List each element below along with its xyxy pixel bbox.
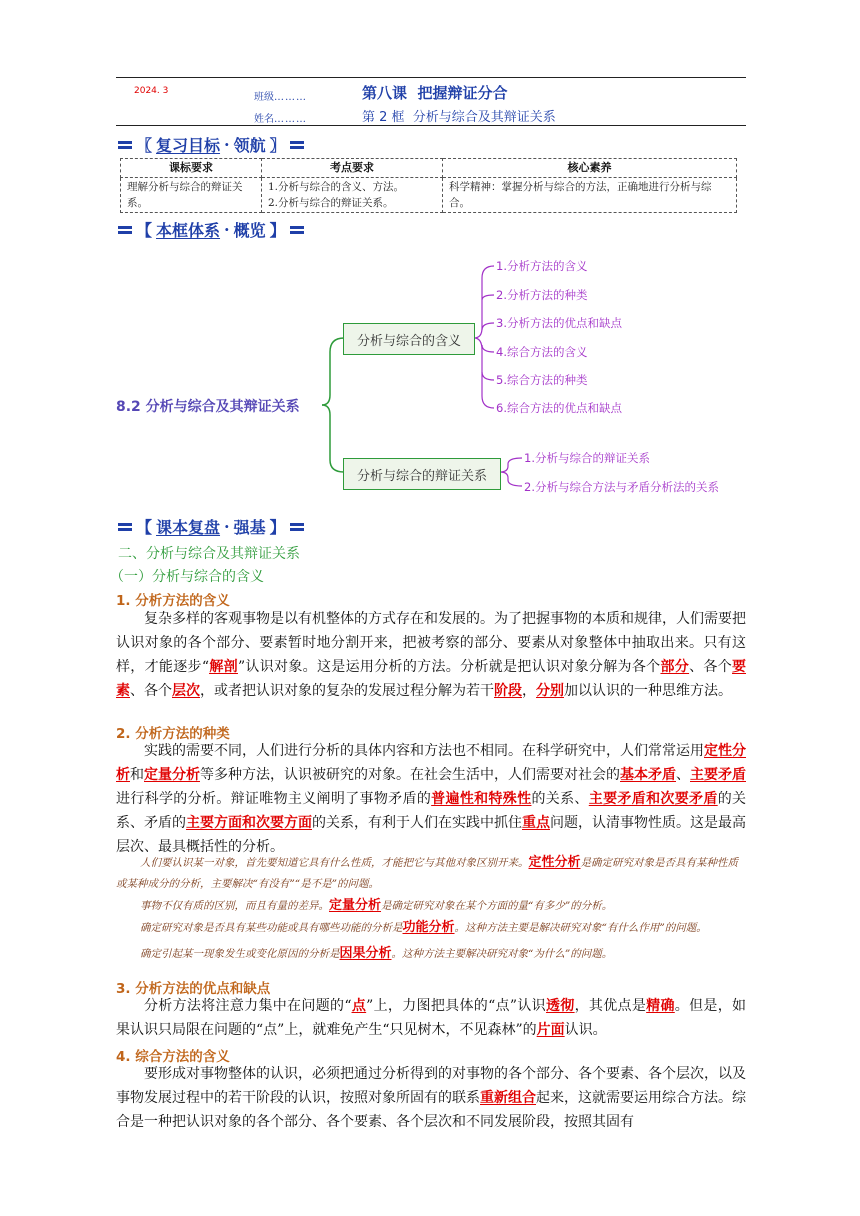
name-label: 姓名: [254, 114, 274, 125]
note-functional: 确定研究对象是否具有某些功能或具有哪些功能的分析是功能分析。这种方法主要是解决研究对象“有什么作用”的问题。: [140, 920, 707, 935]
mindmap-branch-meaning: 分析与综合的含义: [343, 323, 475, 355]
note-quantitative: 事物不仅有质的区别，而且有量的差异。定量分析是确定研究对象在某个方面的量“有多少”的分析。: [140, 898, 613, 913]
table-cell: 1.分析与综合的含义、方法。 2.分析与综合的辩证关系。: [262, 178, 443, 213]
paragraph-synthesis-meaning: 要形成对事物整体的认识，必须把通过分析得到的对事物的各个部分、各个要素、各个层次，以及事物发展过程中的若干阶段的认识，按照对象所固有的联系重新组合起来，这就需要运用综合方法。综合是一种把认识对象的各个部分、各个要素、各个层次和不同发展阶段，按照其固有: [116, 1066, 746, 1130]
heading-subsection-one: （一）分析与综合的含义: [110, 569, 264, 585]
section-framework-header: 【 本框体系 · 概览 】: [118, 218, 304, 241]
mindmap-connectors: [0, 0, 860, 520]
name-blank: ………: [274, 114, 307, 125]
section-textbook-title: 课本复盘: [156, 518, 221, 537]
mindmap-leaf: 6.综合方法的优点和缺点: [496, 401, 622, 415]
table-header: 核心素养: [443, 159, 737, 178]
class-label: 班级: [254, 92, 274, 103]
mindmap-leaf: 5.综合方法的种类: [496, 373, 588, 387]
double-bar-icon: [290, 522, 304, 532]
paragraph-analysis-meaning: 复杂多样的客观事物是以有机整体的方式存在和发展的。为了把握事物的本质和规律，人们需要把认识对象的各个部分、要素暂时地分割开来，把被考察的部分、要素从对象整体中抽取出来。只有这样，才能逐步“解剖”认识对象。这是运用分析的方法。分析就是把认识对象分解为各个部分、各个要素、各个层次，或者把认识对象的复杂的发展过程分解为若干阶段，分别加以认识的一种思维方法。: [116, 611, 747, 699]
table-cell: 理解分析与综合的辩证关系。: [121, 178, 262, 213]
mindmap-branch-relation: 分析与综合的辩证关系: [343, 458, 501, 490]
note-qualitative: 人们要认识某一对象，首先要知道它具有什么性质，才能把它与其他对象区别开来。定性分析是确定研究对象是否具有某种性质或某种成分的分析，主要解决“有没有”“是不是”的问题。: [116, 855, 739, 890]
heading-part-two: 二、分析与综合及其辩证关系: [118, 546, 300, 562]
mindmap-leaf: 3.分析方法的优点和缺点: [496, 316, 622, 330]
frame-title: 第 2 框 分析与综合及其辩证关系: [362, 110, 556, 125]
lesson-title: 第八课 把握辩证分合: [362, 84, 508, 102]
table-header: 课标要求: [121, 159, 262, 178]
mindmap-leaf: 1.分析方法的含义: [496, 259, 588, 273]
paragraph-analysis-pros-cons: 分析方法将注意力集中在问题的“点”上，力图把具体的“点”认识透彻，其优点是精确。但是，如果认识只局限在问题的“点”上，就难免产生“只见树木，不见森林”的片面认识。: [116, 998, 747, 1038]
class-blank: ………: [274, 92, 307, 103]
paragraph-analysis-types: 实践的需要不同，人们进行分析的具体内容和方法也不相同。在科学研究中，人们常常运用定性分析和定量分析等多种方法，认识被研究的对象。在社会生活中，人们需要对社会的基本矛盾、主要矛盾进行科学的分析。辩证唯物主义阐明了事物矛盾的普遍性和特殊性的关系、主要矛盾和次要矛盾的关系、矛盾的主要方面和次要方面的关系，有利于人们在实践中抓住重点问题，认清事物性质。这是最高层次、最具概括性的分析。: [116, 743, 747, 855]
note-causal: 确定引起某一现象发生或变化原因的分析是因果分析。这种方法主要解决研究对象“为什么”的问题。: [140, 946, 613, 961]
mindmap-leaf: 2.分析方法的种类: [496, 288, 588, 302]
table-cell: 科学精神：掌握分析与综合的方法，正确地进行分析与综合。: [443, 178, 737, 213]
section-textbook-header: 【 课本复盘 · 强基 】: [118, 515, 304, 538]
section-review-title: 复习目标: [156, 136, 221, 155]
heading-analysis-pros-cons: 3. 分析方法的优点和缺点: [116, 981, 271, 997]
table-header: 考点要求: [262, 159, 443, 178]
mindmap-leaf: 1.分析与综合的辩证关系: [524, 451, 650, 465]
heading-analysis-meaning: 1. 分析方法的含义: [116, 593, 230, 609]
mindmap-leaf: 4.综合方法的含义: [496, 345, 588, 359]
mindmap-root: 8.2 分析与综合及其辩证关系: [116, 399, 300, 415]
double-bar-icon: [118, 522, 132, 532]
mindmap-leaf: 2.分析与综合方法与矛盾分析法的关系: [524, 480, 719, 494]
heading-synthesis-meaning: 4. 综合方法的含义: [116, 1049, 230, 1065]
header-date: 2024. 3: [134, 86, 169, 96]
analysis-type-notes: [116, 852, 746, 965]
section-review-header: 〖 复习目标 · 领航 〗: [118, 133, 304, 156]
heading-analysis-types: 2. 分析方法的种类: [116, 726, 230, 742]
section-framework-title: 本框体系: [156, 221, 221, 240]
